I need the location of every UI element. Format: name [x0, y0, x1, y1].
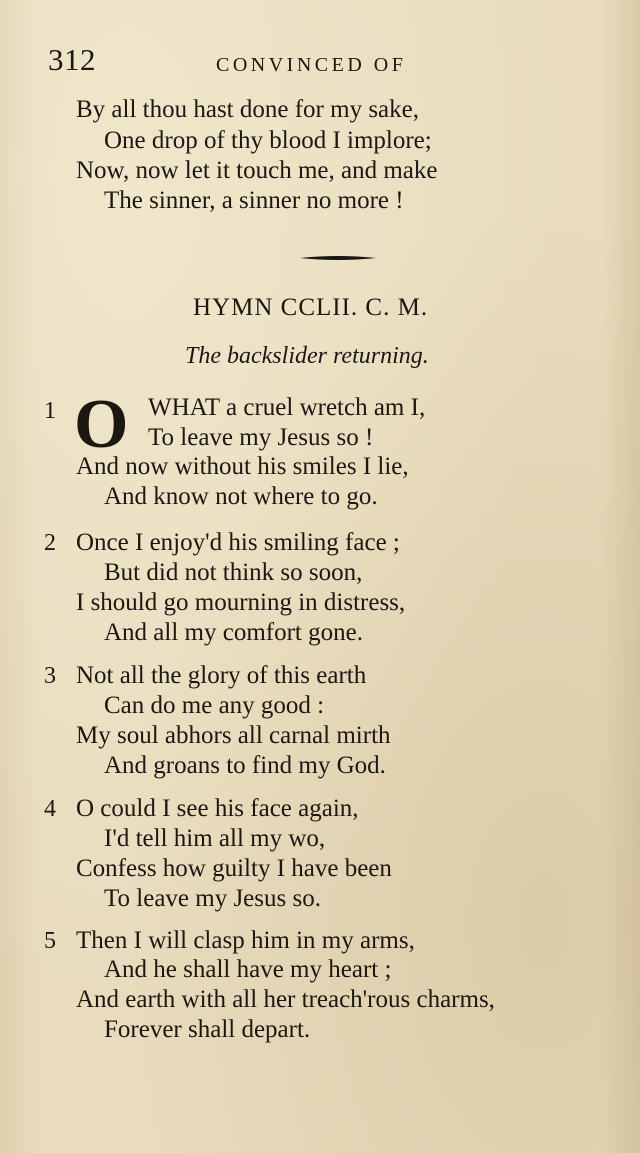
- running-head: CONVINCED OF: [216, 54, 407, 76]
- page-number: 312: [48, 42, 96, 77]
- stanza-line: Can do me any good :: [104, 692, 325, 719]
- stanza-line: O could I see his face again,: [76, 795, 359, 822]
- stanza-line: And groans to find my God.: [104, 752, 386, 779]
- verse-number: 1: [44, 398, 56, 424]
- verse-number: 2: [44, 530, 56, 556]
- stanza-line: Forever shall depart.: [104, 1016, 311, 1043]
- stanza-line: Confess how guilty I have been: [76, 855, 392, 882]
- verse-number: 4: [44, 796, 56, 822]
- prev-stanza-line: By all thou hast done for my sake,: [76, 96, 419, 123]
- prev-stanza-line: One drop of thy blood I implore;: [104, 127, 432, 154]
- stanza-line: I should go mourning in distress,: [76, 589, 406, 616]
- stanza-line: And know not where to go.: [104, 483, 378, 510]
- verse-number: 5: [44, 928, 56, 954]
- hymn-subtitle: The backslider returning.: [185, 343, 429, 369]
- stanza-line: WHAT a cruel wretch am I,: [148, 394, 426, 421]
- stanza-line: And all my comfort gone.: [104, 619, 363, 646]
- stanza-line: Then I will clasp him in my arms,: [76, 927, 415, 954]
- stanza-line: Once I enjoy'd his smiling face ;: [76, 529, 400, 556]
- drop-cap: O: [74, 386, 129, 463]
- page-header: [48, 42, 608, 86]
- prev-stanza-line: The sinner, a sinner no more !: [104, 187, 404, 214]
- verse-number: 3: [44, 663, 56, 689]
- section-divider-rule: [300, 255, 376, 261]
- prev-stanza-line: Now, now let it touch me, and make: [76, 157, 438, 184]
- stanza-line: And he shall have my heart ;: [104, 956, 392, 983]
- hymn-title: HYMN CCLII. C. M.: [193, 294, 429, 321]
- stanza-line: To leave my Jesus so.: [104, 885, 321, 912]
- stanza-line: My soul abhors all carnal mirth: [76, 722, 391, 749]
- stanza-line: But did not think so soon,: [104, 559, 363, 586]
- stanza-line: Not all the glory of this earth: [76, 662, 367, 689]
- stanza-line: And earth with all her treach'rous charms,: [76, 986, 495, 1013]
- stanza-line: And now without his smiles I lie,: [76, 453, 409, 480]
- stanza-line: To leave my Jesus so !: [148, 424, 374, 451]
- stanza-line: I'd tell him all my wo,: [104, 825, 326, 852]
